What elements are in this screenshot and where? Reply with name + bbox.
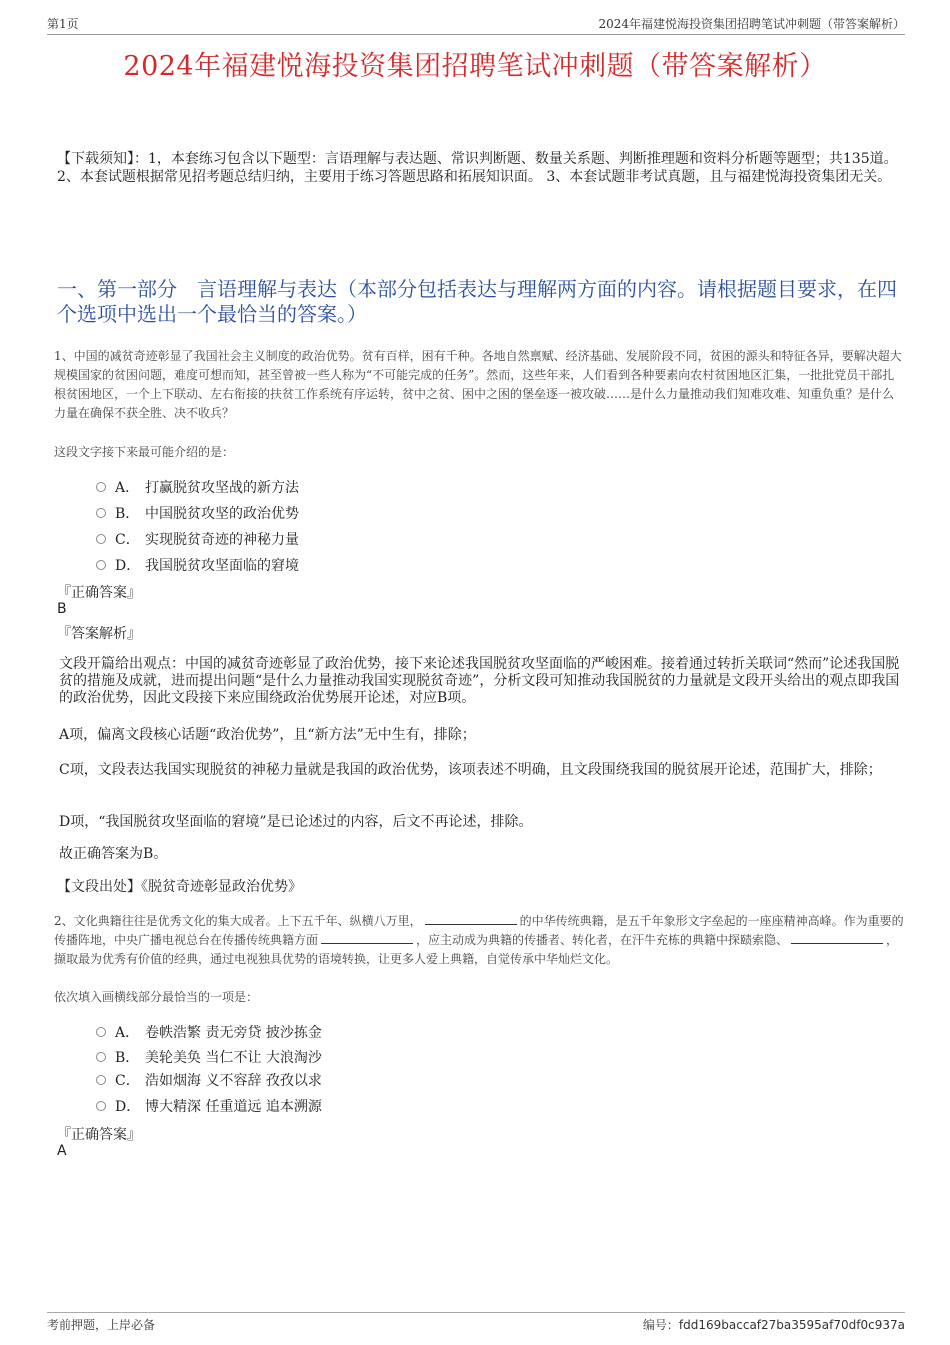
blank-2: [321, 931, 413, 944]
radio-icon[interactable]: [96, 482, 106, 492]
q1-option-b[interactable]: [96, 503, 299, 523]
header-doc-title: 2024年福建悦海投资集团招聘笔试冲刺题（带答案解析）: [598, 17, 905, 31]
radio-icon[interactable]: [96, 560, 106, 570]
section-title: 一、第一部分 言语理解与表达（本部分包括表达与理解两方面的内容。请根据题目要求，在四个选项中选出一个最恰当的答案。）: [57, 277, 897, 326]
q2-option-a[interactable]: [96, 1022, 322, 1042]
option-text: 浩如烟海 义不容辞 孜孜以求: [145, 1073, 322, 1089]
option-text: 中国脱贫攻坚的政治优势: [145, 506, 299, 522]
option-text: 博大精深 任重道远 追本溯源: [145, 1099, 322, 1115]
q2-stem-part: ，撷取最为优秀有价值的经典，通过电视独具优势的语境转换，让更多人爱上典籍，自觉传承中华灿烂文化。: [54, 933, 899, 966]
option-label: D．: [115, 1099, 141, 1115]
radio-icon[interactable]: [96, 1075, 106, 1085]
radio-icon[interactable]: [96, 1052, 106, 1062]
option-label: D．: [115, 558, 141, 574]
blank-3: [791, 931, 883, 944]
q2-stem-part: 的中华传统典籍，是五千年象形文字垒起的一座座精神高峰。作为重要的传播阵地，中央广播电视总台在传播传统典籍方面: [54, 914, 904, 947]
option-label: B．: [115, 1050, 140, 1066]
q2-option-c[interactable]: [96, 1070, 322, 1090]
question-2-stem: [54, 912, 904, 969]
q2-option-d[interactable]: [96, 1096, 322, 1116]
blank-1: [425, 912, 517, 925]
q2-stem-part: ，应主动成为典籍的传播者、转化者，在汗牛充栋的典籍中探赜索隐、: [416, 933, 789, 947]
option-text: 我国脱贫攻坚面临的窘境: [145, 558, 299, 574]
q1-analysis-d: D项，“我国脱贫攻坚面临的窘境”是已论述过的内容，后文不再论述，排除。: [59, 814, 533, 830]
option-label: C．: [115, 1073, 140, 1089]
option-label: A．: [115, 480, 140, 496]
option-label: A．: [115, 1025, 140, 1041]
page-header: [47, 14, 905, 35]
q2-stem-part: 2、文化典籍往往是优秀文化的集大成者。上下五千年、纵横八万里，: [54, 914, 422, 928]
q1-analysis-c: C项，文段表达我国实现脱贫的神秘力量就是我国的政治优势，该项表述不明确，且文段围绕我国的脱贫展开论述，范围扩大，排除；: [59, 762, 882, 778]
radio-icon[interactable]: [96, 1101, 106, 1111]
option-label: C．: [115, 532, 140, 548]
option-text: 卷帙浩繁 责无旁贷 披沙拣金: [145, 1025, 322, 1041]
q1-source: 【文段出处】《脱贫奇迹彰显政治优势》: [57, 879, 302, 895]
q2-answer: A: [57, 1143, 67, 1159]
footer-code-label: 编号：: [642, 1318, 679, 1332]
option-text: 实现脱贫奇迹的神秘力量: [145, 532, 299, 548]
document-title: 2024年福建悦海投资集团招聘笔试冲刺题（带答案解析）: [123, 51, 827, 82]
q1-option-a[interactable]: [96, 477, 299, 497]
q1-conclusion: 故正确答案为B。: [59, 846, 168, 862]
page-number: 第1页: [47, 17, 79, 31]
question-2-prompt: 依次填入画横线部分最恰当的一项是：: [54, 990, 259, 1004]
option-label: B．: [115, 506, 140, 522]
q1-analysis-tag: 『答案解析』: [57, 626, 141, 642]
page-footer: [47, 1312, 905, 1333]
radio-icon[interactable]: [96, 508, 106, 518]
q2-answer-tag: 『正确答案』: [57, 1127, 141, 1143]
q2-option-b[interactable]: [96, 1047, 322, 1067]
option-text: 打赢脱贫攻坚战的新方法: [145, 480, 299, 496]
option-text: 美轮美奂 当仁不让 大浪淘沙: [145, 1050, 322, 1066]
q1-answer: B: [57, 601, 67, 617]
download-notice: 【下载须知】：1，本套练习包含以下题型：言语理解与表达题、常识判断题、数量关系题、判断推理题和资料分析题等题型；共135道。 2、本套试题根据常见招考题总结归纳，主要用于练习答题思路和拓展知识面。 3、本套试题非考试真题，且与福建悦海投资集团无关。: [57, 151, 898, 185]
q1-answer-tag: 『正确答案』: [57, 585, 141, 601]
q1-analysis-a: A项，偏离文段核心话题“政治优势”，且“新方法”无中生有，排除；: [59, 727, 476, 743]
question-1-prompt: 这段文字接下来最可能介绍的是：: [54, 445, 235, 459]
footer-code-value: fdd169baccaf27ba3595af70df0c937a: [678, 1318, 905, 1332]
question-1-stem: 1、中国的减贫奇迹彰显了我国社会主义制度的政治优势。贫有百样，困有千种。各地自然禀赋、经济基础、发展阶段不同，贫困的源头和特征各异，要解决超大规模国家的贫困问题，难度可想而知，甚至曾被一些人称为“不可能完成的任务”。然而，这些年来，人们看到各种要素向农村贫困地区汇集，一批批党员干部扎根贫困地区，一个上下联动、左右衔接的扶贫工作系统有序运转，贫中之贫、困中之困的堡垒逐一被攻破……是什么力量推动我们知难攻难、知重负重？是什么力量在确保不获全胜、决不收兵？: [54, 349, 902, 420]
footer-code: [643, 1316, 905, 1333]
radio-icon[interactable]: [96, 534, 106, 544]
radio-icon[interactable]: [96, 1027, 106, 1037]
q1-option-d[interactable]: [96, 555, 299, 575]
q1-option-c[interactable]: [96, 529, 299, 549]
footer-slogan: 考前押题，上岸必备: [47, 1318, 156, 1332]
q1-analysis-main: 文段开篇给出观点：中国的减贫奇迹彰显了政治优势，接下来论述我国脱贫攻坚面临的严峻困难。接着通过转折关联词“然而”论述我国脱贫的措施及成就，进而提出问题“是什么力量推动我国实现脱贫奇迹”，分析文段可知推动我国脱贫的力量就是文段开头给出的观点即我国的政治优势，因此文段接下来应围绕政治优势展开论述，对应B项。: [59, 656, 900, 706]
